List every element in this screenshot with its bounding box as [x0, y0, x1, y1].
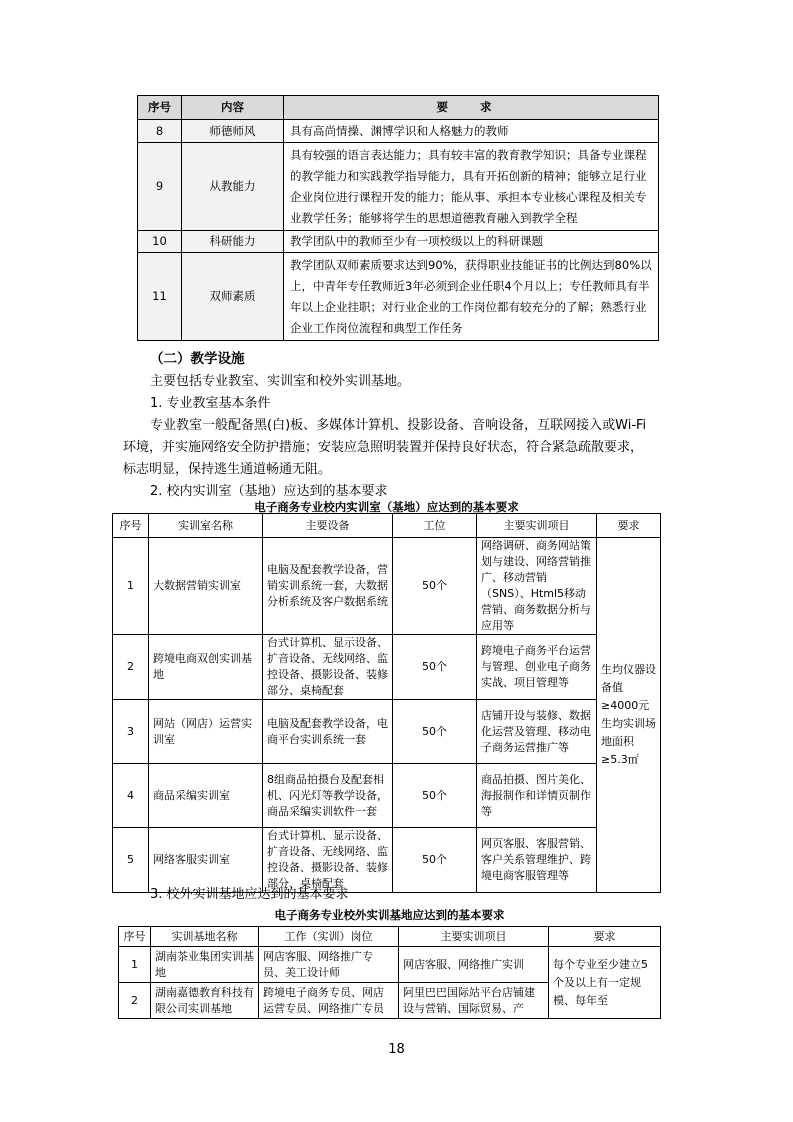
- row-no: 10: [138, 231, 182, 253]
- header-lab-name: 实训室名称: [149, 514, 263, 538]
- row-lab-name: 网站（网店）运营实训室: [149, 700, 263, 764]
- row-seats: 50个: [393, 635, 477, 700]
- row-no: 8: [138, 120, 182, 143]
- row-lab-name: 商品采编实训室: [149, 764, 263, 828]
- row-seats: 50个: [393, 764, 477, 828]
- page-number: 18: [388, 1042, 405, 1057]
- classroom-body-line: 环境，并实施网络安全防护措施；安装应急照明装置并保持良好状态，符合紧急疏散要求，: [123, 440, 644, 455]
- row-projects: 阿里巴巴国际站平台店铺建设与营销、国际贸易、产: [399, 983, 549, 1019]
- table-row: [113, 635, 661, 700]
- header-requirement: 要求: [597, 514, 661, 538]
- table-row: [119, 947, 661, 983]
- table-row: [113, 700, 661, 764]
- row-no: 5: [113, 828, 149, 893]
- table-header-row: [138, 96, 659, 120]
- row-no: 2: [113, 635, 149, 700]
- row-no: 1: [119, 947, 151, 983]
- row-equipment: 台式计算机、显示设备、扩音设备、无线网络、监控设备、摄影设备、装修部分、桌椅配套: [263, 635, 393, 700]
- offcampus-base-table: [118, 926, 661, 1019]
- row-projects: 跨境电子商务平台运营与管理、创业电子商务实战、项目管理等: [477, 635, 597, 700]
- row-base-name: 湖南嘉德教育科技有限公司实训基地: [151, 983, 259, 1019]
- table-row: [113, 764, 661, 828]
- table-header-row: [113, 514, 661, 538]
- base-requirement: 每个专业至少建立5个及以上有一定规模、每年至: [549, 947, 661, 1019]
- row-projects: 商品拍摄、图片美化、海报制作和详情页制作等: [477, 764, 597, 828]
- row-projects: 网店客服、网络推广实训: [399, 947, 549, 983]
- row-seats: 50个: [393, 828, 477, 893]
- table-row: [113, 828, 661, 893]
- subheading-classroom: 1. 专业教室基本条件: [150, 396, 271, 411]
- section-heading: （二）教学设施: [150, 351, 245, 367]
- row-no: 4: [113, 764, 149, 828]
- row-no: 3: [113, 700, 149, 764]
- header-requirement: 要求: [549, 927, 661, 947]
- row-base-name: 湖南茶业集团实训基地: [151, 947, 259, 983]
- teacher-requirements-table: [137, 95, 659, 341]
- subheading-oncampus: 2. 校内实训室（基地）应达到的基本要求: [150, 484, 388, 499]
- row-equipment: 台式计算机、显示设备、扩音设备、无线网络、监控设备、摄影设备、装修部分、桌椅配套: [263, 828, 393, 893]
- table2-title: 电子商务专业校内实训室（基地）应达到的基本要求: [254, 500, 519, 514]
- table-row: [138, 143, 659, 231]
- classroom-body-line: 标志明显，保持逃生通道畅通无阻。: [123, 462, 332, 477]
- row-no: 9: [138, 143, 182, 231]
- header-content: 内容: [182, 96, 284, 120]
- row-lab-name: 网络客服实训室: [149, 828, 263, 893]
- table-row: [138, 253, 659, 341]
- row-seats: 50个: [393, 538, 477, 635]
- row-seats: 50个: [393, 700, 477, 764]
- row-equipment: 8组商品拍摄台及配套相机、闪光灯等教学设备，商品采编实训软件一套: [263, 764, 393, 828]
- header-no: 序号: [113, 514, 149, 538]
- header-base-name: 实训基地名称: [151, 927, 259, 947]
- row-requirement: 教学团队中的教师至少有一项校级以上的科研课题: [284, 231, 659, 253]
- row-equipment: 电脑及配套教学设备，营销实训系统一套，大数据分析系统及客户数据系统: [263, 538, 393, 635]
- lab-requirement: 生均仪器设备值≥4000元 生均实训场地面积≥5.3㎡: [597, 538, 661, 893]
- table3-title: 电子商务专业校外实训基地应达到的基本要求: [274, 908, 505, 922]
- row-requirement: 具有较强的语言表达能力；具有较丰富的教育教学知识；具备专业课程的教学能力和实践教学指导能力，具有开拓创新的精神；能够立足行业企业岗位进行课程开发的能力；能从事、承担本专业核心课程及相关专业教学任务；能够将学生的思想道德教育融入到教学全程: [284, 143, 659, 231]
- row-equipment: 电脑及配套教学设备，电商平台实训系统一套: [263, 700, 393, 764]
- row-no: 2: [119, 983, 151, 1019]
- row-lab-name: 大数据营销实训室: [149, 538, 263, 635]
- row-lab-name: 跨境电商双创实训基地: [149, 635, 263, 700]
- row-posts: 跨境电子商务专员、网店运营专员、网络推广专员: [259, 983, 399, 1019]
- header-no: 序号: [119, 927, 151, 947]
- oncampus-lab-table: [112, 513, 661, 893]
- row-item: 从教能力: [182, 143, 284, 231]
- row-projects: 网络调研、商务网站策划与建设、网络营销推广、移动营销（SNS）、Html5移动营销、商务数据分析与应用等: [477, 538, 597, 635]
- header-posts: 工作（实训）岗位: [259, 927, 399, 947]
- row-item: 科研能力: [182, 231, 284, 253]
- row-item: 师德师风: [182, 120, 284, 143]
- header-seats: 工位: [393, 514, 477, 538]
- subheading-offcampus: 3. 校外实训基地应达到的基本要求: [150, 887, 349, 902]
- row-requirement: 教学团队双师素质要求达到90%，获得职业技能证书的比例达到80%以上，中青年专任教师近3年必须到企业任职4个月以上；专任教师具有半年以上企业挂职；对行业企业的工作岗位都有较充分的了解；熟悉行业企业工作岗位流程和典型工作任务: [284, 253, 659, 341]
- section-intro: 主要包括专业教室、实训室和校外实训基地。: [150, 374, 411, 389]
- row-posts: 网店客服、网络推广专员、美工设计师: [259, 947, 399, 983]
- header-equipment: 主要设备: [263, 514, 393, 538]
- classroom-body-line: 专业教室一般配备黑(白)板、多媒体计算机、投影设备、音响设备，互联网接入或Wi-Fi: [150, 418, 647, 433]
- row-requirement: 具有高尚情操、渊博学识和人格魅力的教师: [284, 120, 659, 143]
- table-row: [113, 538, 661, 635]
- row-no: 1: [113, 538, 149, 635]
- header-projects: 主要实训项目: [477, 514, 597, 538]
- table-row: [138, 120, 659, 143]
- header-no: 序号: [138, 96, 182, 120]
- row-projects: 网页客服、客服营销、客户关系管理维护、跨境电商客服管理等: [477, 828, 597, 893]
- table-row: [138, 231, 659, 253]
- table-header-row: [119, 927, 661, 947]
- header-requirement: 要 求: [284, 96, 659, 120]
- row-no: 11: [138, 253, 182, 341]
- header-projects: 主要实训项目: [399, 927, 549, 947]
- row-projects: 店铺开设与装修、数据化运营及管理、移动电子商务运营推广等: [477, 700, 597, 764]
- row-item: 双师素质: [182, 253, 284, 341]
